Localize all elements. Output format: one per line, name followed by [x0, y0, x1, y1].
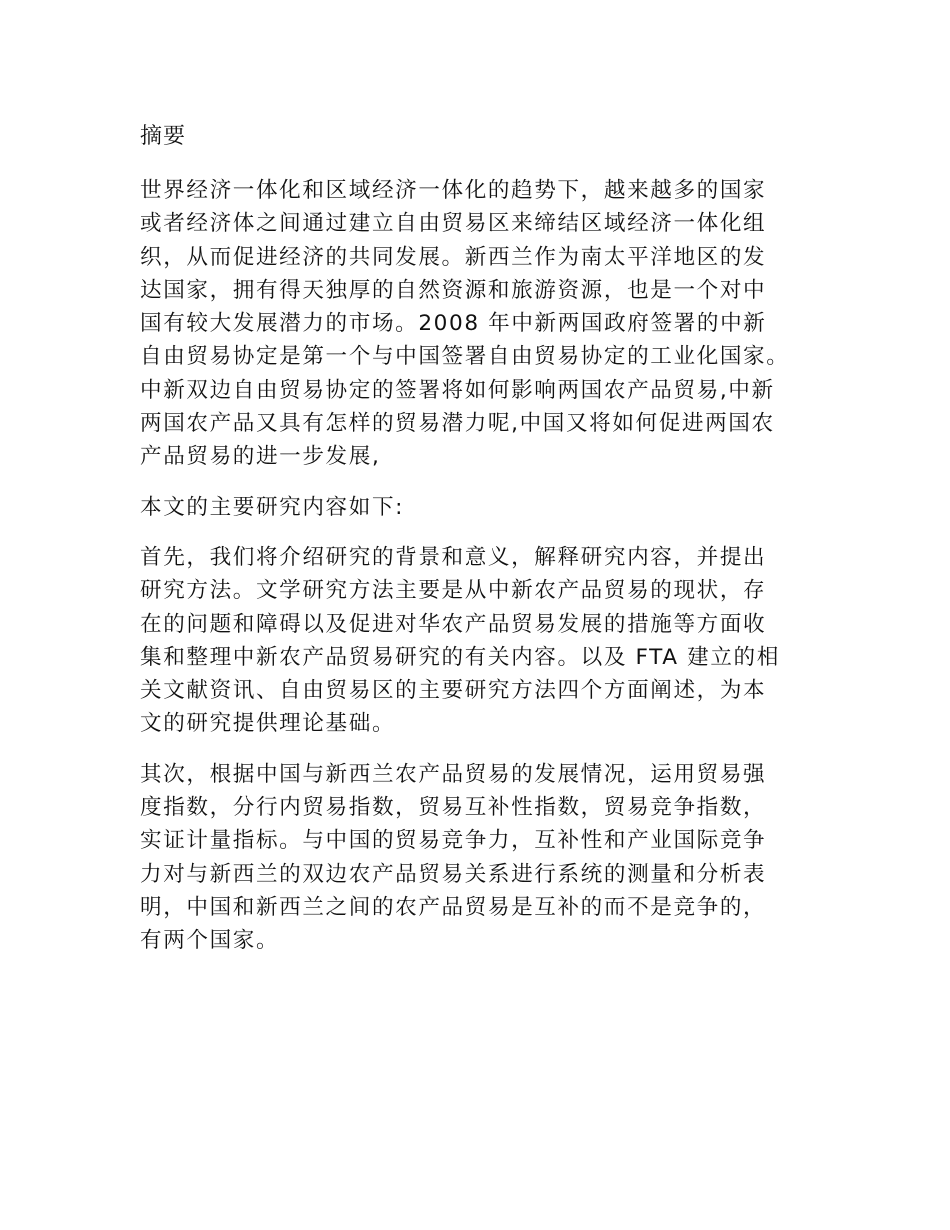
text-line: 国有较大发展潜力的市场。2008 年中新两国政府签署的中新 [140, 311, 767, 337]
text-line: 度指数，分行内贸易指数，贸易互补性指数，贸易竞争指数， [140, 795, 767, 821]
text-line: 实证计量指标。与中国的贸易竞争力，互补性和产业国际竞争 [140, 828, 767, 854]
text-line: 文的研究提供理论基础。 [140, 711, 396, 737]
paragraph-first [140, 541, 812, 741]
paragraph-second [140, 758, 812, 958]
section-heading: 摘要 [140, 124, 187, 149]
text-line: 在的问题和障碍以及促进对华农产品贸易发展的措施等方面收 [140, 611, 767, 637]
text-line: 首先，我们将介绍研究的背景和意义，解释研究内容，并提出 [140, 544, 767, 570]
text-line: 织，从而促进经济的共同发展。新西兰作为南太平洋地区的发 [140, 244, 767, 270]
text-line: 研究方法。文学研究方法主要是从中新农产品贸易的现状，存 [140, 578, 767, 604]
text-line: 中新双边自由贸易协定的签署将如何影响两国农产品贸易,中新 [140, 377, 775, 403]
text-line: 有两个国家。 [140, 928, 280, 954]
paragraph-content-intro [140, 491, 812, 524]
text-line: 达国家，拥有得天独厚的自然资源和旅游资源，也是一个对中 [140, 277, 767, 303]
text-line: 自由贸易协定是第一个与中国签署自由贸易协定的工业化国家。 [140, 344, 790, 370]
text-line: 本文的主要研究内容如下: [140, 494, 405, 520]
text-line: 关文献资讯、自由贸易区的主要研究方法四个方面阐述，为本 [140, 678, 767, 704]
text-line: 力对与新西兰的双边农产品贸易关系进行系统的测量和分析表 [140, 861, 767, 887]
text-line: 或者经济体之间通过建立自由贸易区来缔结区域经济一体化组 [140, 211, 767, 237]
text-line: 其次，根据中国与新西兰农产品贸易的发展情况，运用贸易强 [140, 761, 767, 787]
text-line: 世界经济一体化和区域经济一体化的趋势下，越来越多的国家 [140, 178, 767, 203]
text-line: 明，中国和新西兰之间的农产品贸易是互补的而不是竞争的， [140, 894, 767, 920]
text-line: 产品贸易的进一步发展, [140, 444, 381, 470]
text-line: 集和整理中新农产品贸易研究的有关内容。以及 FTA 建立的相 [140, 644, 780, 670]
paragraph-intro [140, 174, 812, 474]
document-page [140, 119, 812, 975]
text-line: 两国农产品又具有怎样的贸易潜力呢,中国又将如何促进两国农 [140, 411, 775, 437]
